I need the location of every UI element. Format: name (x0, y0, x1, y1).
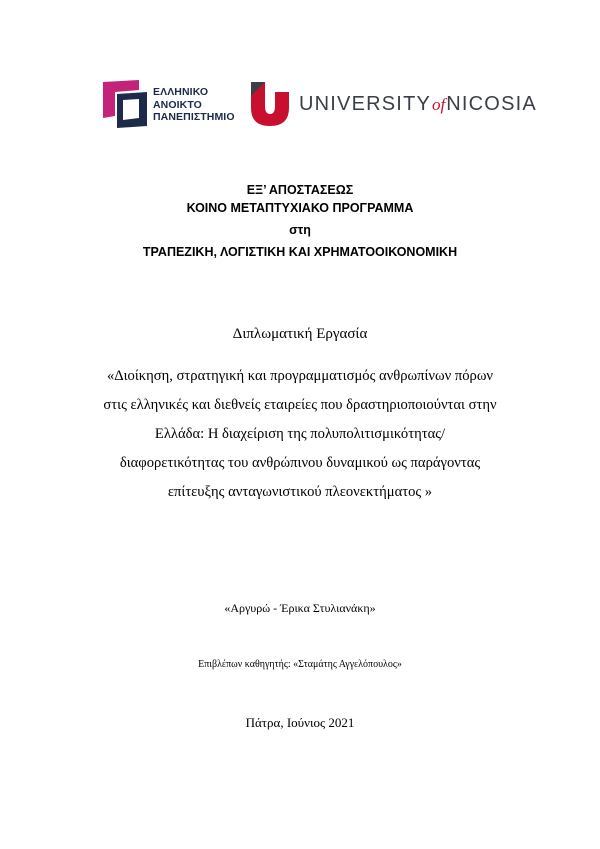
header-program: ΚΟΙΝΟ ΜΕΤΑΠΤΥΧΙΑΚΟ ΠΡΟΓΡΑΜΜΑ (186, 201, 414, 215)
hellenic-open-university-logo (103, 80, 243, 132)
thesis-title-line-4: διαφορετικότητας του ανθρώπινου δυναμικού ως παράγοντας (119, 455, 481, 471)
unic-word-nicosia: NICOSIA (446, 93, 537, 115)
place-date: Πάτρα, Ιούνιος 2021 (245, 715, 355, 730)
logo-row (103, 80, 537, 132)
hellenic-open-university-wordmark (153, 86, 235, 124)
header-in: στη (289, 223, 311, 237)
supervisor: Επιβλέπων καθηγητής: «Σταμάτης Αγγελόπουλος» (198, 659, 402, 670)
author-name: «Αργυρώ - Έρικα Στυλιανάκη» (224, 601, 376, 615)
eap-line-2: ΑΝΟΙΚΤΟ (153, 98, 202, 111)
university-of-nicosia-logo (251, 82, 537, 130)
thesis-title-line-1: «Διοίκηση, στρατηγική και προγραμματισμός ανθρωπίνων πόρων (106, 368, 494, 384)
header-distance-learning: ΕΞ’ ΑΠΟΣΤΑΣΕΩΣ (246, 183, 354, 197)
university-of-nicosia-wordmark (299, 93, 537, 116)
eap-line-3: ΠΑΝΕΠΙΣΤΗΜΙΟ (153, 111, 235, 123)
unic-word-of: of (432, 95, 446, 114)
eap-line-1: ΕΛΛΗΝΙΚΟ (153, 86, 209, 98)
hellenic-open-university-mark-icon (103, 80, 147, 128)
unic-word-university: UNIVERSITY (299, 93, 432, 115)
university-of-nicosia-mark-icon (251, 82, 289, 126)
thesis-title-line-2: στις ελληνικές και διεθνείς εταιρείες που δραστηριοποιούνται στην (103, 397, 497, 413)
thesis-title-line-5: επίτευξης ανταγωνιστικού πλεονεκτήματος » (167, 484, 433, 500)
thesis-label: Διπλωματική Εργασία (232, 326, 368, 342)
thesis-title-line-3: Ελλάδα: Η διαχείριση της πολυπολιτισμικότητας/ (154, 426, 446, 442)
header-field: ΤΡΑΠΕΖΙΚΗ, ΛΟΓΙΣΤΙΚΗ ΚΑΙ ΧΡΗΜΑΤΟΟΙΚΟΝΟΜΙΚΗ (142, 245, 458, 259)
